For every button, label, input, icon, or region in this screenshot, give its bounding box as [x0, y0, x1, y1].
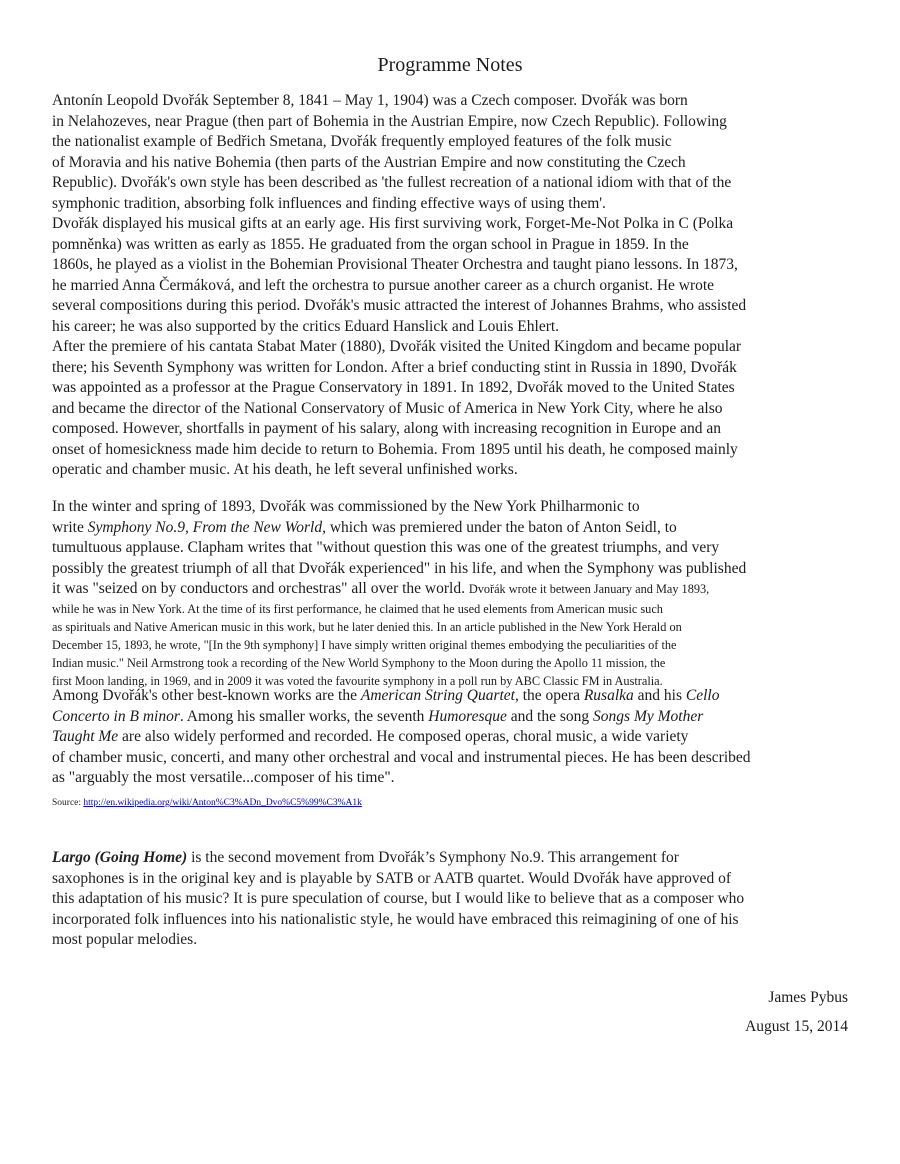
works-line: as "arguably the most versatile...composer of his time".: [52, 769, 395, 786]
works-line: Concerto in B minor. Among his smaller works, the seventh Humoresque and the song Songs My Mother: [52, 707, 704, 725]
bio-line: 1860s, he played as a violist in the Bohemian Provisional Theater Orchestra and taught piano lessons. In 1873,: [52, 256, 738, 273]
largo-line: Largo (Going Home) is the second movement from Dvořák’s Symphony No.9. This arrangement for: [52, 849, 679, 866]
symphony-line: it was "seized on by conductors and orchestras" all over the world. Dvořák wrote it between January and May 1893,: [52, 580, 710, 597]
bio-line: onset of homesickness made him decide to return to Bohemia. From 1895 until his death, he composed mainly: [52, 440, 738, 458]
bio-line: was appointed as a professor at the Prague Conservatory in 1891. In 1892, Dvořák moved to the United States: [52, 379, 735, 396]
largo-line: saxophones is in the original key and is playable by SATB or AATB quartet. Would Dvořák have approved of: [52, 869, 732, 887]
symphony-small-line: as spirituals and Native American music in this work, but he later denied this. In an article published in the New York Herald on: [52, 619, 682, 634]
works-section: [52, 686, 852, 789]
symphony-small-line: first Moon landing, in 1969, and in 2009 it was voted the favourite symphony in a poll run by ABC Classic FM in Australia.: [52, 673, 663, 688]
works-line: of chamber music, concerti, and many other orchestral and vocal and instrumental pieces. He has been described: [52, 748, 751, 766]
largo-line: incorporated folk influences into his nationalistic style, he would have embraced this reimagining of one of his: [52, 910, 739, 928]
symphony-line: possibly the greatest triumph of all that Dvořák experienced" in his life, and when the Symphony was published: [52, 559, 747, 577]
symphony-line: In the winter and spring of 1893, Dvořák was commissioned by the New York Philharmonic to: [52, 498, 640, 515]
bio-line: pomněnka) was written as early as 1855. He graduated from the organ school in Prague in 1859. In the: [52, 235, 689, 253]
bio-line: his career; he was also supported by the critics Eduard Hanslick and Louis Ehlert.: [52, 317, 560, 335]
bio-line: Dvořák displayed his musical gifts at an early age. His first surviving work, Forget-Me-Not Polka in C (Polka: [52, 215, 734, 232]
bio-line: in Nelahozeves, near Prague (then part of Bohemia in the Austrian Empire, now Czech Republic). Following: [52, 112, 727, 130]
signature-date: August 15, 2014: [745, 1018, 848, 1035]
works-line: Taught Me are also widely performed and recorded. He composed operas, choral music, a wide variety: [52, 728, 689, 745]
bio-line: of Moravia and his native Bohemia (then parts of the Austrian Empire and now constituting the Czech: [52, 153, 686, 171]
works-line: Among Dvořák's other best-known works are the American String Quartet, the opera Rusalka and his Cello: [52, 687, 720, 704]
largo-line: most popular melodies.: [52, 931, 198, 948]
bio-line: several compositions during this period. Dvořák's music attracted the interest of Johannes Brahms, who assisted: [52, 297, 747, 314]
signature-name: James Pybus: [768, 989, 848, 1006]
bio-line: he married Anna Čermáková, and left the orchestra to pursue another career as a church organist. He wrote: [52, 276, 715, 294]
bio-line: the nationalist example of Bedřich Smetana, Dvořák frequently employed features of the folk music: [52, 133, 672, 150]
largo-section: [52, 848, 852, 951]
symphony-small-line: Indian music." Neil Armstrong took a recording of the New World Symphony to the Moon during the Apollo 11 mission, the: [52, 655, 666, 670]
bio-line: there; his Seventh Symphony was written for London. After a brief conducting stint in Russia in 1890, Dvořák: [52, 358, 737, 376]
bio-line: operatic and chamber music. At his death, he left several unfinished works.: [52, 461, 518, 478]
bio-line: After the premiere of his cantata Stabat Mater (1880), Dvořák visited the United Kingdom and became popular: [52, 338, 742, 355]
symphony-title: Symphony No.9, From the New World: [87, 518, 323, 536]
bio-line: composed. However, shortfalls in payment of his salary, along with increasing recognition in Europe and an: [52, 420, 722, 437]
symphony-line: tumultuous applause. Clapham writes that "without question this was one of the greatest triumphs, and very: [52, 539, 720, 556]
symphony-line: write Symphony No.9, From the New World, which was premiered under the baton of Anton Seidl, to: [52, 518, 677, 536]
bio-line: Antonín Leopold Dvořák September 8, 1841 – May 1, 1904) was a Czech composer. Dvořák was born: [52, 92, 688, 109]
source-citation: [52, 798, 852, 808]
symphony-small-section: [52, 579, 852, 690]
page-title: Programme Notes: [377, 54, 523, 76]
largo-title: Largo (Going Home): [52, 849, 188, 866]
bio-line: and became the director of the National Conservatory of Music of America in New York City, where he also: [52, 399, 723, 417]
source-link[interactable]: http://en.wikipedia.org/wiki/Anton%C3%ADn_Dvo%C5%99%C3%A1k: [83, 798, 362, 808]
biography-section: [52, 91, 852, 481]
source-label: Source:: [52, 798, 84, 808]
symphony-small-line: while he was in New York. At the time of its first performance, he claimed that he used elements from American music such: [52, 601, 663, 616]
largo-line: this adaptation of his music? It is pure speculation of course, but I would like to believe that as a composer who: [52, 890, 745, 907]
symphony-section: [52, 497, 852, 579]
bio-line: symphonic tradition, absorbing folk influences and finding effective ways of using them'.: [52, 194, 606, 212]
symphony-small-line: December 15, 1893, he wrote, "[In the 9th symphony] I have simply written original themes embodying the peculiarities of the: [52, 637, 677, 652]
bio-line: Republic). Dvořák's own style has been described as 'the fullest recreation of a national idiom with that of the: [52, 174, 732, 191]
